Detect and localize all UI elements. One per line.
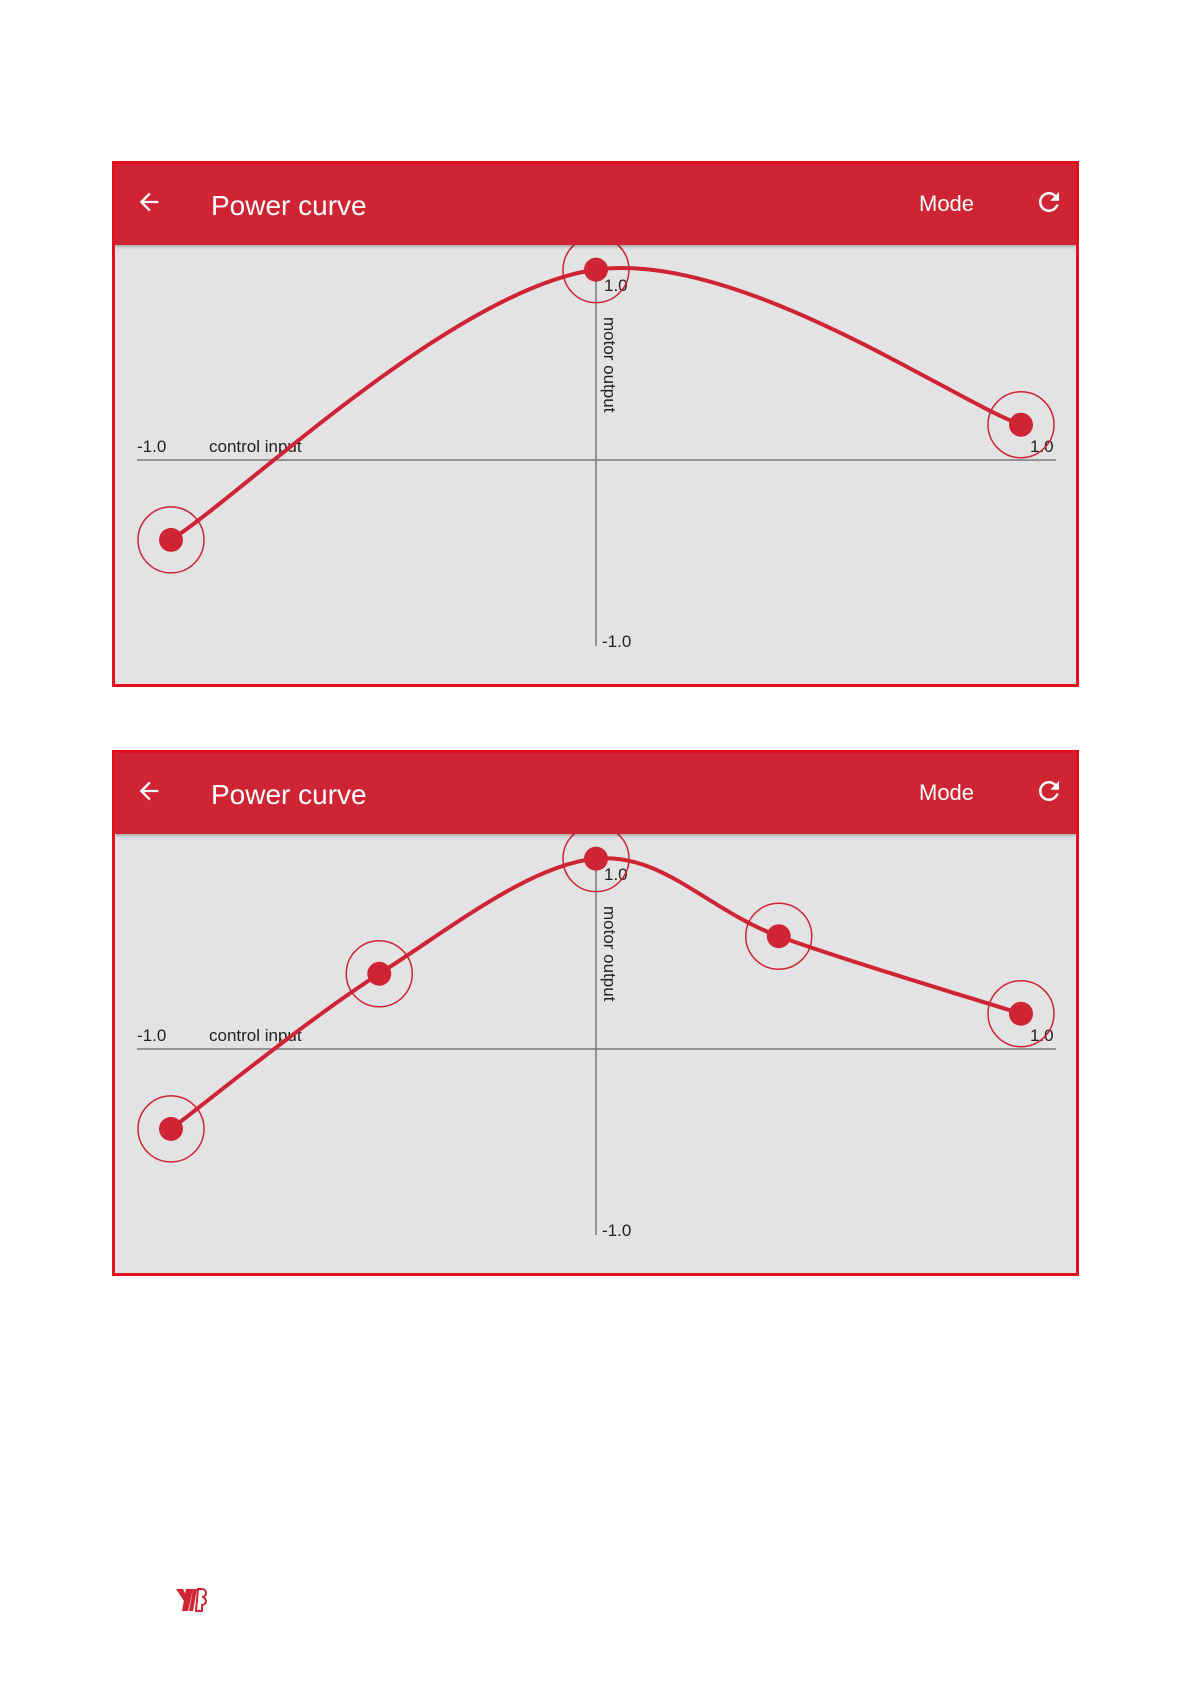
refresh-button[interactable] <box>1029 771 1069 811</box>
power-curve-chart[interactable] <box>115 834 1076 1273</box>
control-point-dot[interactable] <box>1009 413 1033 437</box>
x-min-label: -1.0 <box>137 1026 167 1045</box>
control-point-dot[interactable] <box>584 258 608 282</box>
y-axis-label: motor output <box>600 317 619 413</box>
curve-control-point[interactable] <box>988 392 1054 458</box>
power-curve-screen-2 <box>112 750 1079 1276</box>
power-curve-screen-1 <box>112 161 1079 687</box>
back-button[interactable] <box>129 182 169 222</box>
curve-control-point[interactable] <box>138 1096 204 1162</box>
x-min-label: -1.0 <box>137 437 167 456</box>
x-axis-label: control input <box>209 1026 302 1045</box>
x-max-label: 1.0 <box>1030 1026 1054 1045</box>
app-bar <box>115 164 1076 245</box>
power-curve-plot[interactable] <box>115 245 1076 684</box>
arrow-left-icon <box>135 188 163 216</box>
x-max-label: 1.0 <box>1030 437 1054 456</box>
control-point-dot[interactable] <box>159 1117 183 1141</box>
control-point-dot[interactable] <box>767 924 791 948</box>
control-point-dot[interactable] <box>367 962 391 986</box>
control-point-dot[interactable] <box>1009 1002 1033 1026</box>
mode-button[interactable]: Mode <box>919 191 975 216</box>
y-axis-label: motor output <box>600 906 619 1002</box>
curve-control-point[interactable] <box>138 507 204 573</box>
control-point-dot[interactable] <box>584 847 608 871</box>
page-title: Power curve <box>211 779 367 810</box>
refresh-icon <box>1034 187 1064 217</box>
power-curve-chart[interactable] <box>115 245 1076 684</box>
curve-control-point[interactable] <box>988 981 1054 1047</box>
control-point-dot[interactable] <box>159 528 183 552</box>
curve-control-point[interactable] <box>346 941 412 1007</box>
x-axis-label: control input <box>209 437 302 456</box>
y-max-label: 1.0 <box>604 865 628 884</box>
brand-logo <box>176 1587 208 1613</box>
power-curve-plot[interactable] <box>115 834 1076 1273</box>
y-max-label: 1.0 <box>604 276 628 295</box>
app-bar <box>115 753 1076 834</box>
back-button[interactable] <box>129 771 169 811</box>
arrow-left-icon <box>135 777 163 805</box>
refresh-icon <box>1034 776 1064 806</box>
page-title: Power curve <box>211 190 367 221</box>
y-min-label: -1.0 <box>602 1221 632 1240</box>
curve-control-point[interactable] <box>746 903 812 969</box>
refresh-button[interactable] <box>1029 182 1069 222</box>
y-min-label: -1.0 <box>602 632 632 651</box>
mode-button[interactable]: Mode <box>919 780 975 805</box>
